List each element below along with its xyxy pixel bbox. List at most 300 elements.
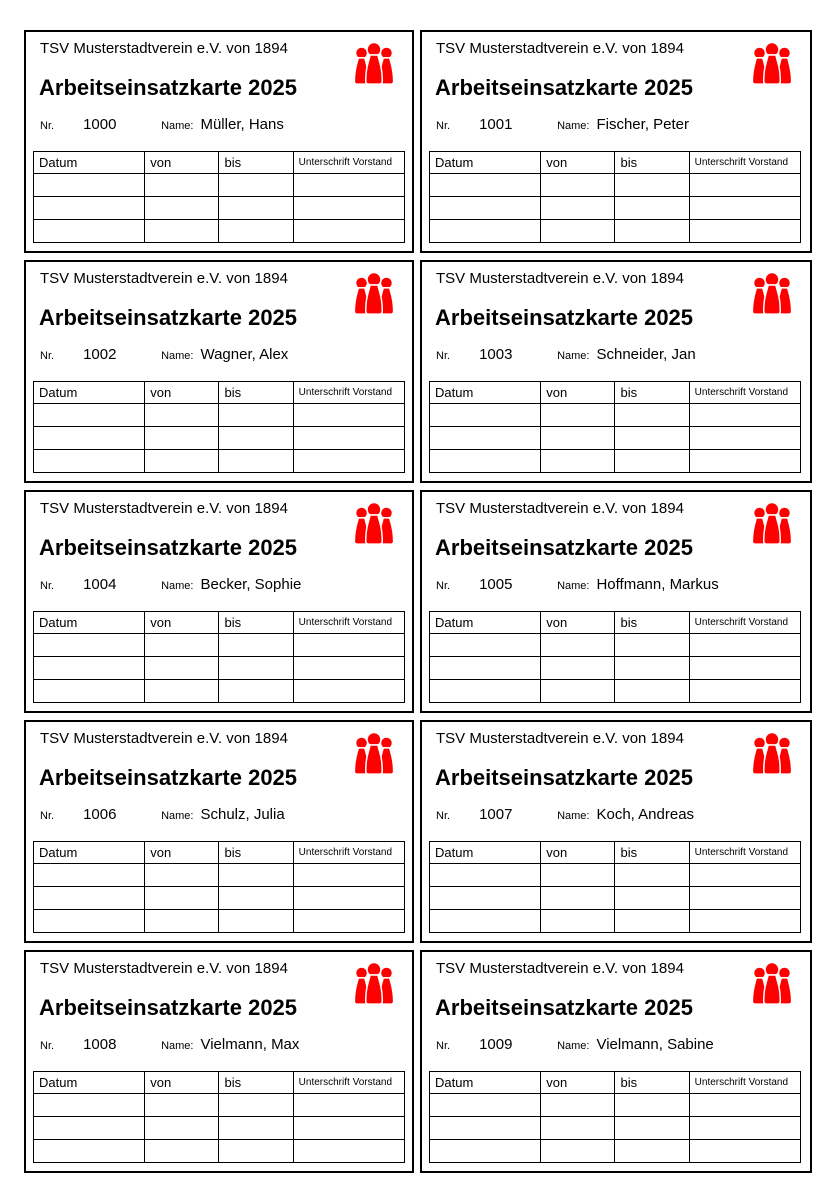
pawn-center: [366, 962, 382, 1004]
col-header-bis: bis: [219, 152, 293, 174]
col-header-datum: Datum: [34, 382, 145, 404]
col-header-von: von: [145, 1072, 219, 1094]
empty-table-row: [34, 910, 405, 933]
card-title: Arbeitseinsatzkarte 2025: [39, 995, 298, 1020]
empty-cell: [34, 174, 145, 197]
empty-cell: [430, 864, 541, 887]
empty-cell: [689, 220, 800, 243]
club-name: TSV Musterstadtverein e.V. von 1894: [436, 730, 684, 747]
work-card: [420, 720, 812, 943]
empty-cell: [430, 427, 541, 450]
table-header-row: [34, 382, 405, 404]
pawn-center: [366, 42, 382, 84]
member-number: 1009: [479, 1036, 513, 1053]
empty-cell: [219, 427, 293, 450]
col-header-unterschrift: Unterschrift Vorstand: [689, 382, 800, 404]
card-title: Arbeitseinsatzkarte 2025: [39, 765, 298, 790]
empty-cell: [145, 450, 219, 473]
empty-cell: [430, 174, 541, 197]
empty-cell: [34, 1117, 145, 1140]
empty-cell: [219, 174, 293, 197]
empty-cell: [689, 404, 800, 427]
empty-table-row: [430, 427, 801, 450]
empty-cell: [34, 680, 145, 703]
empty-cell: [145, 657, 219, 680]
empty-cell: [145, 680, 219, 703]
col-header-von: von: [145, 152, 219, 174]
work-hours-table: [429, 841, 801, 933]
empty-cell: [430, 1117, 541, 1140]
empty-cell: [145, 1140, 219, 1163]
empty-cell: [541, 1140, 615, 1163]
empty-cell: [34, 427, 145, 450]
table-header-row: [34, 612, 405, 634]
name-label: Name:: [557, 580, 590, 592]
empty-table-row: [34, 864, 405, 887]
name-label: Name:: [557, 1040, 590, 1052]
name-label: Name:: [557, 350, 590, 362]
card-title: Arbeitseinsatzkarte 2025: [435, 305, 694, 330]
card-title: Arbeitseinsatzkarte 2025: [39, 305, 298, 330]
member-name: Becker, Sophie: [200, 576, 302, 593]
empty-cell: [293, 1117, 404, 1140]
empty-cell: [541, 657, 615, 680]
col-header-datum: Datum: [430, 842, 541, 864]
nr-label: Nr.: [40, 120, 55, 132]
empty-cell: [145, 634, 219, 657]
col-header-unterschrift: Unterschrift Vorstand: [293, 382, 404, 404]
name-label: Name:: [161, 580, 194, 592]
work-card: [420, 950, 812, 1173]
empty-table-row: [430, 910, 801, 933]
col-header-bis: bis: [219, 382, 293, 404]
col-header-bis: bis: [615, 152, 689, 174]
work-card: [24, 30, 414, 253]
empty-cell: [615, 1117, 689, 1140]
pawn-center: [764, 732, 780, 774]
empty-cell: [689, 680, 800, 703]
empty-cell: [615, 657, 689, 680]
empty-cell: [541, 197, 615, 220]
nr-label: Nr.: [436, 580, 451, 592]
empty-cell: [293, 1140, 404, 1163]
empty-cell: [34, 1140, 145, 1163]
empty-cell: [145, 220, 219, 243]
col-header-unterschrift: Unterschrift Vorstand: [293, 1072, 404, 1094]
club-name: TSV Musterstadtverein e.V. von 1894: [40, 40, 288, 57]
empty-cell: [541, 1117, 615, 1140]
table-header-row: [430, 842, 801, 864]
work-hours-table: [33, 151, 405, 243]
card-id-row: [26, 116, 412, 136]
member-number: 1008: [83, 1036, 117, 1053]
empty-cell: [541, 404, 615, 427]
empty-cell: [293, 404, 404, 427]
table-header-row: [430, 1072, 801, 1094]
empty-cell: [430, 657, 541, 680]
card-id-row: [422, 576, 810, 596]
three-pawns-icon: [749, 960, 795, 1010]
empty-cell: [689, 910, 800, 933]
empty-table-row: [34, 450, 405, 473]
empty-cell: [615, 1094, 689, 1117]
work-hours-table: [429, 381, 801, 473]
card-title: Arbeitseinsatzkarte 2025: [435, 75, 694, 100]
col-header-unterschrift: Unterschrift Vorstand: [293, 152, 404, 174]
club-name: TSV Musterstadtverein e.V. von 1894: [40, 730, 288, 747]
col-header-bis: bis: [615, 612, 689, 634]
col-header-unterschrift: Unterschrift Vorstand: [293, 842, 404, 864]
nr-label: Nr.: [40, 350, 55, 362]
empty-cell: [430, 680, 541, 703]
empty-table-row: [430, 174, 801, 197]
empty-cell: [34, 887, 145, 910]
card-title: Arbeitseinsatzkarte 2025: [435, 535, 694, 560]
empty-cell: [293, 634, 404, 657]
empty-cell: [541, 1094, 615, 1117]
empty-cell: [219, 404, 293, 427]
empty-table-row: [430, 404, 801, 427]
three-pawns-icon: [351, 40, 397, 90]
empty-cell: [689, 887, 800, 910]
member-name: Müller, Hans: [200, 116, 284, 133]
empty-cell: [615, 864, 689, 887]
empty-cell: [219, 220, 293, 243]
empty-cell: [219, 450, 293, 473]
empty-cell: [34, 910, 145, 933]
col-header-von: von: [541, 612, 615, 634]
club-name: TSV Musterstadtverein e.V. von 1894: [436, 960, 684, 977]
col-header-bis: bis: [615, 842, 689, 864]
nr-label: Nr.: [436, 120, 451, 132]
empty-cell: [293, 427, 404, 450]
empty-table-row: [430, 450, 801, 473]
empty-table-row: [34, 174, 405, 197]
card-id-row: [26, 346, 412, 366]
name-label: Name:: [557, 120, 590, 132]
empty-rows-body: [34, 634, 405, 703]
col-header-unterschrift: Unterschrift Vorstand: [293, 612, 404, 634]
empty-cell: [145, 910, 219, 933]
card-title: Arbeitseinsatzkarte 2025: [39, 535, 298, 560]
empty-cell: [34, 864, 145, 887]
member-number: 1005: [479, 576, 513, 593]
empty-cell: [293, 910, 404, 933]
empty-cell: [430, 887, 541, 910]
empty-cell: [689, 427, 800, 450]
empty-table-row: [430, 657, 801, 680]
three-pawns-icon: [749, 40, 795, 90]
empty-cell: [145, 864, 219, 887]
work-hours-table: [429, 611, 801, 703]
empty-cell: [615, 197, 689, 220]
empty-table-row: [430, 1094, 801, 1117]
empty-cell: [219, 680, 293, 703]
col-header-von: von: [541, 382, 615, 404]
empty-cell: [293, 680, 404, 703]
club-name: TSV Musterstadtverein e.V. von 1894: [40, 960, 288, 977]
cards-sheet: [24, 30, 812, 1173]
empty-cell: [145, 1094, 219, 1117]
empty-cell: [145, 197, 219, 220]
cards-grid: [24, 30, 812, 1173]
empty-cell: [689, 197, 800, 220]
empty-table-row: [34, 1140, 405, 1163]
empty-cell: [615, 1140, 689, 1163]
empty-cell: [430, 404, 541, 427]
empty-table-row: [34, 220, 405, 243]
member-name: Hoffmann, Markus: [596, 576, 719, 593]
empty-cell: [541, 634, 615, 657]
empty-table-row: [34, 634, 405, 657]
empty-cell: [689, 1140, 800, 1163]
empty-rows-body: [34, 864, 405, 933]
empty-cell: [219, 1094, 293, 1117]
empty-cell: [219, 657, 293, 680]
empty-cell: [541, 450, 615, 473]
empty-cell: [541, 910, 615, 933]
club-name: TSV Musterstadtverein e.V. von 1894: [40, 500, 288, 517]
work-card: [420, 490, 812, 713]
empty-table-row: [34, 427, 405, 450]
pawn-center: [366, 272, 382, 314]
empty-cell: [430, 197, 541, 220]
empty-cell: [689, 1094, 800, 1117]
three-pawns-icon: [351, 730, 397, 780]
empty-table-row: [34, 1094, 405, 1117]
pawn-center: [764, 502, 780, 544]
work-hours-table: [429, 1071, 801, 1163]
empty-cell: [615, 404, 689, 427]
member-number: 1002: [83, 346, 117, 363]
work-card: [24, 720, 414, 943]
empty-cell: [219, 634, 293, 657]
table-header-row: [34, 842, 405, 864]
work-hours-table: [33, 381, 405, 473]
empty-cell: [145, 427, 219, 450]
empty-rows-body: [430, 404, 801, 473]
name-label: Name:: [557, 810, 590, 822]
col-header-datum: Datum: [430, 382, 541, 404]
col-header-datum: Datum: [430, 612, 541, 634]
card-title: Arbeitseinsatzkarte 2025: [435, 765, 694, 790]
member-name: Vielmann, Sabine: [596, 1036, 714, 1053]
pawn-center: [366, 502, 382, 544]
card-id-row: [422, 116, 810, 136]
nr-label: Nr.: [436, 810, 451, 822]
empty-rows-body: [430, 864, 801, 933]
empty-rows-body: [34, 1094, 405, 1163]
empty-table-row: [34, 1117, 405, 1140]
empty-cell: [293, 197, 404, 220]
name-label: Name:: [161, 1040, 194, 1052]
empty-rows-body: [34, 174, 405, 243]
empty-cell: [689, 1117, 800, 1140]
empty-rows-body: [430, 634, 801, 703]
three-pawns-icon: [351, 270, 397, 320]
name-label: Name:: [161, 810, 194, 822]
club-name: TSV Musterstadtverein e.V. von 1894: [436, 500, 684, 517]
empty-cell: [219, 197, 293, 220]
work-card: [24, 950, 414, 1173]
nr-label: Nr.: [436, 1040, 451, 1052]
empty-cell: [34, 220, 145, 243]
three-pawns-icon: [351, 960, 397, 1010]
col-header-unterschrift: Unterschrift Vorstand: [689, 842, 800, 864]
card-id-row: [422, 346, 810, 366]
pawn-center: [366, 732, 382, 774]
empty-cell: [145, 404, 219, 427]
empty-cell: [430, 1140, 541, 1163]
col-header-von: von: [541, 842, 615, 864]
empty-table-row: [34, 680, 405, 703]
empty-cell: [689, 657, 800, 680]
empty-cell: [541, 174, 615, 197]
empty-cell: [689, 174, 800, 197]
pawn-center: [764, 42, 780, 84]
empty-cell: [145, 887, 219, 910]
card-id-row: [26, 576, 412, 596]
empty-cell: [689, 450, 800, 473]
work-card: [24, 260, 414, 483]
empty-rows-body: [430, 174, 801, 243]
empty-cell: [430, 634, 541, 657]
pawn-center: [764, 962, 780, 1004]
col-header-datum: Datum: [430, 152, 541, 174]
empty-cell: [145, 174, 219, 197]
empty-cell: [34, 197, 145, 220]
empty-cell: [615, 680, 689, 703]
empty-cell: [34, 1094, 145, 1117]
work-card: [24, 490, 414, 713]
card-title: Arbeitseinsatzkarte 2025: [39, 75, 298, 100]
empty-cell: [430, 450, 541, 473]
empty-cell: [293, 887, 404, 910]
table-header-row: [34, 152, 405, 174]
empty-cell: [541, 427, 615, 450]
empty-cell: [430, 1094, 541, 1117]
empty-cell: [615, 174, 689, 197]
col-header-von: von: [145, 842, 219, 864]
member-name: Schneider, Jan: [596, 346, 696, 363]
col-header-unterschrift: Unterschrift Vorstand: [689, 612, 800, 634]
work-card: [420, 260, 812, 483]
table-header-row: [430, 382, 801, 404]
member-name: Koch, Andreas: [596, 806, 695, 823]
card-id-row: [422, 1036, 810, 1056]
empty-table-row: [430, 634, 801, 657]
nr-label: Nr.: [40, 580, 55, 592]
nr-label: Nr.: [40, 810, 55, 822]
empty-cell: [615, 634, 689, 657]
empty-table-row: [34, 197, 405, 220]
table-header-row: [430, 612, 801, 634]
col-header-bis: bis: [219, 1072, 293, 1094]
empty-cell: [219, 910, 293, 933]
empty-cell: [293, 174, 404, 197]
three-pawns-icon: [351, 500, 397, 550]
empty-cell: [615, 887, 689, 910]
card-title: Arbeitseinsatzkarte 2025: [435, 995, 694, 1020]
member-name: Schulz, Julia: [200, 806, 285, 823]
empty-cell: [541, 864, 615, 887]
empty-cell: [219, 887, 293, 910]
empty-cell: [34, 404, 145, 427]
member-number: 1007: [479, 806, 513, 823]
table-header-row: [430, 152, 801, 174]
col-header-datum: Datum: [34, 152, 145, 174]
name-label: Name:: [161, 350, 194, 362]
member-number: 1001: [479, 116, 513, 133]
member-number: 1006: [83, 806, 117, 823]
empty-cell: [219, 1117, 293, 1140]
member-name: Fischer, Peter: [596, 116, 690, 133]
three-pawns-icon: [749, 270, 795, 320]
empty-table-row: [34, 657, 405, 680]
empty-cell: [293, 864, 404, 887]
empty-cell: [615, 427, 689, 450]
empty-cell: [430, 220, 541, 243]
member-name: Wagner, Alex: [200, 346, 289, 363]
empty-cell: [293, 1094, 404, 1117]
empty-cell: [219, 864, 293, 887]
club-name: TSV Musterstadtverein e.V. von 1894: [40, 270, 288, 287]
empty-table-row: [430, 887, 801, 910]
empty-cell: [293, 657, 404, 680]
empty-rows-body: [34, 404, 405, 473]
col-header-unterschrift: Unterschrift Vorstand: [689, 152, 800, 174]
empty-cell: [293, 450, 404, 473]
pawn-center: [764, 272, 780, 314]
empty-table-row: [430, 1140, 801, 1163]
empty-cell: [615, 220, 689, 243]
empty-cell: [541, 220, 615, 243]
empty-cell: [689, 864, 800, 887]
nr-label: Nr.: [40, 1040, 55, 1052]
col-header-bis: bis: [615, 1072, 689, 1094]
empty-cell: [145, 1117, 219, 1140]
club-name: TSV Musterstadtverein e.V. von 1894: [436, 270, 684, 287]
three-pawns-icon: [749, 500, 795, 550]
empty-cell: [615, 910, 689, 933]
empty-cell: [541, 887, 615, 910]
col-header-bis: bis: [219, 842, 293, 864]
empty-table-row: [34, 887, 405, 910]
col-header-von: von: [145, 612, 219, 634]
empty-rows-body: [430, 1094, 801, 1163]
empty-cell: [34, 657, 145, 680]
empty-cell: [34, 450, 145, 473]
member-number: 1000: [83, 116, 117, 133]
empty-table-row: [430, 1117, 801, 1140]
col-header-datum: Datum: [34, 612, 145, 634]
col-header-von: von: [541, 152, 615, 174]
empty-table-row: [430, 864, 801, 887]
col-header-bis: bis: [615, 382, 689, 404]
club-name: TSV Musterstadtverein e.V. von 1894: [436, 40, 684, 57]
nr-label: Nr.: [436, 350, 451, 362]
col-header-datum: Datum: [430, 1072, 541, 1094]
col-header-von: von: [145, 382, 219, 404]
col-header-von: von: [541, 1072, 615, 1094]
empty-cell: [34, 634, 145, 657]
empty-cell: [689, 634, 800, 657]
empty-table-row: [34, 404, 405, 427]
empty-table-row: [430, 197, 801, 220]
table-header-row: [34, 1072, 405, 1094]
work-card: [420, 30, 812, 253]
work-hours-table: [429, 151, 801, 243]
